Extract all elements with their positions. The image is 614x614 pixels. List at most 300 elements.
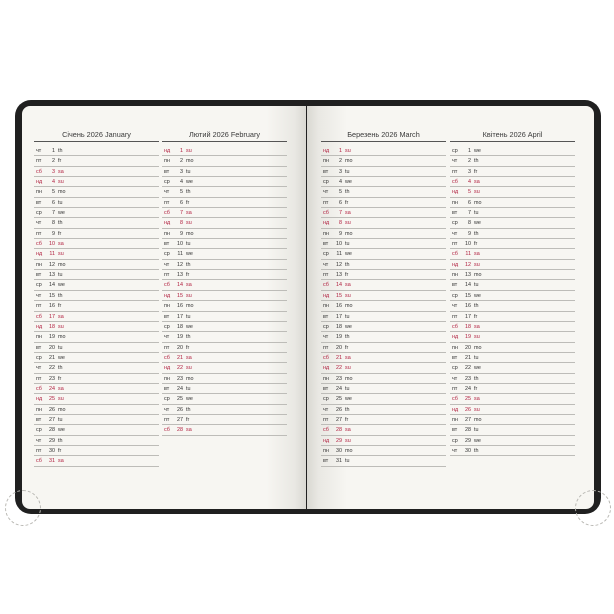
weekday-abbr-uk: ср — [36, 354, 42, 361]
day-number: 5 — [339, 189, 342, 196]
day-row — [321, 146, 446, 156]
day-row — [162, 343, 287, 353]
weekday-abbr-uk: ср — [452, 365, 458, 372]
weekday-abbr-uk: пн — [452, 344, 458, 351]
weekday-abbr-uk: чт — [323, 261, 329, 268]
weekday-abbr-en: fr — [186, 272, 190, 279]
weekday-abbr-en: tu — [186, 385, 191, 392]
weekday-abbr-en: fr — [186, 199, 190, 206]
day-number: 7 — [180, 210, 183, 217]
day-row — [34, 436, 159, 446]
day-row — [34, 146, 159, 156]
day-row — [162, 208, 287, 218]
weekday-abbr-uk: сб — [452, 251, 458, 258]
day-row — [321, 249, 446, 259]
day-number: 18 — [49, 323, 55, 330]
day-number: 10 — [336, 241, 342, 248]
day-number: 4 — [339, 179, 342, 186]
day-row — [162, 280, 287, 290]
weekday-abbr-en: su — [474, 406, 480, 413]
weekday-abbr-uk: чт — [452, 375, 458, 382]
day-row — [450, 415, 575, 425]
day-row — [162, 301, 287, 311]
day-number: 4 — [52, 179, 55, 186]
weekday-abbr-en: su — [345, 292, 351, 299]
day-list — [162, 146, 287, 436]
weekday-abbr-uk: сб — [323, 427, 329, 434]
weekday-abbr-uk: вт — [36, 272, 42, 279]
day-number: 12 — [177, 261, 183, 268]
weekday-abbr-uk: ср — [323, 323, 329, 330]
weekday-abbr-en: sa — [345, 354, 351, 361]
weekday-abbr-uk: вт — [452, 210, 458, 217]
weekday-abbr-en: sa — [474, 179, 480, 186]
day-number: 16 — [49, 303, 55, 310]
day-row — [321, 374, 446, 384]
weekday-abbr-en: mo — [345, 375, 353, 382]
day-row — [321, 343, 446, 353]
day-row — [162, 405, 287, 415]
weekday-abbr-uk: вт — [164, 313, 170, 320]
day-row — [321, 239, 446, 249]
weekday-abbr-uk: пт — [36, 375, 42, 382]
weekday-abbr-uk: пн — [164, 158, 170, 165]
day-number: 9 — [180, 230, 183, 237]
day-row — [321, 436, 446, 446]
weekday-abbr-uk: вт — [36, 416, 42, 423]
weekday-abbr-uk: вт — [323, 458, 329, 465]
weekday-abbr-uk: пн — [452, 199, 458, 206]
weekday-abbr-en: th — [474, 158, 479, 165]
day-number: 18 — [177, 323, 183, 330]
weekday-abbr-en: mo — [474, 344, 482, 351]
weekday-abbr-uk: вт — [164, 241, 170, 248]
weekday-abbr-en: sa — [186, 282, 192, 289]
weekday-abbr-en: mo — [58, 261, 66, 268]
weekday-abbr-uk: сб — [452, 396, 458, 403]
day-list — [34, 146, 159, 467]
day-number: 28 — [465, 427, 471, 434]
weekday-abbr-en: sa — [58, 313, 64, 320]
day-number: 19 — [336, 334, 342, 341]
day-number: 7 — [52, 210, 55, 217]
day-number: 19 — [465, 334, 471, 341]
day-number: 21 — [177, 354, 183, 361]
weekday-abbr-uk: нд — [323, 220, 330, 227]
weekday-abbr-uk: пн — [323, 158, 329, 165]
weekday-abbr-uk: пн — [323, 230, 329, 237]
weekday-abbr-uk: вт — [452, 354, 458, 361]
day-row — [321, 167, 446, 177]
weekday-abbr-en: tu — [186, 313, 191, 320]
weekday-abbr-uk: пн — [323, 447, 329, 454]
day-number: 9 — [468, 230, 471, 237]
weekday-abbr-uk: чт — [36, 292, 42, 299]
weekday-abbr-en: su — [186, 292, 192, 299]
day-number: 4 — [180, 179, 183, 186]
weekday-abbr-uk: пн — [323, 375, 329, 382]
weekday-abbr-en: tu — [186, 168, 191, 175]
header-rule — [450, 141, 575, 142]
weekday-abbr-uk: чт — [164, 189, 170, 196]
weekday-abbr-en: sa — [345, 282, 351, 289]
weekday-abbr-uk: чт — [36, 365, 42, 372]
day-number: 8 — [180, 220, 183, 227]
day-number: 1 — [339, 148, 342, 154]
weekday-abbr-en: su — [345, 437, 351, 444]
day-row — [162, 156, 287, 166]
day-row — [450, 229, 575, 239]
weekday-abbr-uk: нд — [452, 334, 459, 341]
day-row — [321, 229, 446, 239]
day-row — [450, 167, 575, 177]
weekday-abbr-uk: нд — [323, 148, 330, 154]
day-number: 10 — [49, 241, 55, 248]
weekday-abbr-en: sa — [345, 210, 351, 217]
weekday-abbr-uk: чт — [452, 230, 458, 237]
day-number: 8 — [339, 220, 342, 227]
weekday-abbr-uk: пт — [164, 199, 170, 206]
weekday-abbr-uk: вт — [452, 427, 458, 434]
day-number: 11 — [49, 251, 55, 258]
weekday-abbr-uk: сб — [36, 458, 42, 465]
day-number: 15 — [177, 292, 183, 299]
weekday-abbr-en: su — [58, 179, 64, 186]
weekday-abbr-uk: пн — [164, 375, 170, 382]
month-column-march — [321, 128, 446, 467]
day-number: 2 — [468, 158, 471, 165]
weekday-abbr-uk: нд — [36, 396, 43, 403]
day-number: 28 — [177, 427, 183, 434]
weekday-abbr-en: mo — [186, 158, 194, 165]
weekday-abbr-uk: ср — [323, 396, 329, 403]
day-row — [450, 156, 575, 166]
weekday-abbr-en: th — [474, 375, 479, 382]
weekday-abbr-uk: нд — [452, 261, 459, 268]
day-row — [34, 384, 159, 394]
weekday-abbr-uk: чт — [452, 303, 458, 310]
day-number: 22 — [49, 365, 55, 372]
weekday-abbr-uk: пт — [36, 158, 42, 165]
weekday-abbr-en: we — [186, 396, 193, 403]
day-number: 6 — [468, 199, 471, 206]
day-number: 5 — [52, 189, 55, 196]
day-number: 12 — [336, 261, 342, 268]
weekday-abbr-uk: ср — [452, 220, 458, 227]
day-row — [321, 156, 446, 166]
weekday-abbr-en: fr — [58, 230, 62, 237]
month-column-january — [34, 128, 159, 467]
weekday-abbr-en: su — [345, 220, 351, 227]
day-row — [450, 187, 575, 197]
day-row — [34, 343, 159, 353]
weekday-abbr-uk: чт — [36, 437, 42, 444]
weekday-abbr-en: we — [58, 210, 65, 217]
day-number: 29 — [49, 437, 55, 444]
weekday-abbr-en: th — [58, 437, 63, 444]
day-number: 15 — [49, 292, 55, 299]
day-row — [162, 374, 287, 384]
weekday-abbr-en: tu — [58, 416, 63, 423]
weekday-abbr-uk: ср — [164, 323, 170, 330]
weekday-abbr-uk: чт — [452, 158, 458, 165]
day-row — [162, 363, 287, 373]
weekday-abbr-uk: нд — [36, 179, 43, 186]
weekday-abbr-en: mo — [186, 230, 194, 237]
weekday-abbr-en: we — [474, 437, 481, 444]
weekday-abbr-uk: пн — [36, 261, 42, 268]
weekday-abbr-en: mo — [186, 375, 194, 382]
weekday-abbr-uk: пт — [452, 385, 458, 392]
weekday-abbr-en: fr — [345, 199, 349, 206]
weekday-abbr-uk: нд — [36, 323, 43, 330]
weekday-abbr-en: we — [58, 354, 65, 361]
day-row — [162, 312, 287, 322]
day-row — [162, 332, 287, 342]
weekday-abbr-uk: пт — [452, 313, 458, 320]
weekday-abbr-en: fr — [345, 416, 349, 423]
day-number: 13 — [49, 272, 55, 279]
day-number: 12 — [49, 261, 55, 268]
day-row — [321, 456, 446, 466]
weekday-abbr-en: fr — [58, 158, 62, 165]
day-row — [450, 405, 575, 415]
weekday-abbr-en: we — [58, 282, 65, 289]
day-number: 25 — [49, 396, 55, 403]
weekday-abbr-uk: пт — [36, 230, 42, 237]
month-title: Квітень 2026 April — [482, 130, 543, 139]
weekday-abbr-en: th — [345, 406, 350, 413]
day-number: 27 — [177, 416, 183, 423]
day-row — [162, 167, 287, 177]
day-number: 28 — [336, 427, 342, 434]
weekday-abbr-en: fr — [186, 344, 190, 351]
weekday-abbr-en: su — [474, 261, 480, 268]
weekday-abbr-en: we — [186, 323, 193, 330]
weekday-abbr-en: mo — [474, 199, 482, 206]
weekday-abbr-en: mo — [186, 303, 194, 310]
day-row — [450, 218, 575, 228]
day-row — [321, 446, 446, 456]
weekday-abbr-en: th — [474, 447, 479, 454]
day-number: 24 — [49, 385, 55, 392]
weekday-abbr-en: tu — [58, 199, 63, 206]
day-row — [321, 394, 446, 404]
weekday-abbr-uk: чт — [36, 220, 42, 227]
weekday-abbr-uk: ср — [164, 179, 170, 186]
weekday-abbr-uk: ср — [164, 396, 170, 403]
day-number: 9 — [339, 230, 342, 237]
day-number: 20 — [49, 344, 55, 351]
day-list — [450, 146, 575, 456]
day-number: 13 — [336, 272, 342, 279]
weekday-abbr-uk: пт — [164, 416, 170, 423]
day-row — [34, 405, 159, 415]
day-row — [321, 177, 446, 187]
weekday-abbr-uk: сб — [36, 168, 42, 175]
weekday-abbr-uk: пт — [164, 344, 170, 351]
day-number: 20 — [465, 344, 471, 351]
day-number: 23 — [465, 375, 471, 382]
day-number: 12 — [465, 261, 471, 268]
day-number: 10 — [177, 241, 183, 248]
day-number: 23 — [177, 375, 183, 382]
day-number: 29 — [465, 437, 471, 444]
day-row — [321, 332, 446, 342]
weekday-abbr-en: tu — [474, 282, 479, 289]
day-number: 21 — [336, 354, 342, 361]
weekday-abbr-uk: пн — [36, 406, 42, 413]
day-row — [321, 301, 446, 311]
day-number: 19 — [49, 334, 55, 341]
weekday-abbr-en: fr — [345, 344, 349, 351]
day-number: 30 — [336, 447, 342, 454]
day-row — [162, 249, 287, 259]
weekday-abbr-en: th — [58, 220, 63, 227]
day-row — [34, 363, 159, 373]
weekday-abbr-en: sa — [186, 210, 192, 217]
weekday-abbr-uk: чт — [36, 148, 42, 154]
day-number: 22 — [177, 365, 183, 372]
day-row — [321, 353, 446, 363]
weekday-abbr-en: th — [58, 365, 63, 372]
weekday-abbr-uk: чт — [323, 334, 329, 341]
weekday-abbr-uk: чт — [164, 406, 170, 413]
weekday-abbr-en: we — [345, 251, 352, 258]
weekday-abbr-uk: сб — [164, 282, 170, 289]
day-row — [321, 218, 446, 228]
month-title: Січень 2026 January — [62, 130, 131, 139]
day-number: 7 — [468, 210, 471, 217]
day-row — [450, 322, 575, 332]
day-number: 19 — [177, 334, 183, 341]
day-number: 27 — [465, 416, 471, 423]
weekday-abbr-uk: нд — [164, 220, 171, 227]
weekday-abbr-en: th — [186, 406, 191, 413]
day-row — [321, 260, 446, 270]
weekday-abbr-en: su — [186, 148, 192, 154]
weekday-abbr-en: tu — [58, 344, 63, 351]
weekday-abbr-uk: сб — [36, 313, 42, 320]
day-row — [321, 384, 446, 394]
day-number: 21 — [465, 354, 471, 361]
day-number: 28 — [49, 427, 55, 434]
month-column-february — [162, 128, 287, 436]
day-row — [450, 343, 575, 353]
day-number: 6 — [52, 199, 55, 206]
weekday-abbr-uk: нд — [452, 406, 459, 413]
weekday-abbr-en: th — [186, 189, 191, 196]
day-row — [450, 177, 575, 187]
day-row — [450, 301, 575, 311]
corner-decoration — [5, 490, 41, 526]
day-number: 24 — [177, 385, 183, 392]
weekday-abbr-uk: ср — [36, 210, 42, 217]
weekday-abbr-uk: ср — [452, 148, 458, 154]
day-row — [34, 332, 159, 342]
day-row — [450, 332, 575, 342]
day-row — [162, 218, 287, 228]
day-number: 8 — [52, 220, 55, 227]
weekday-abbr-en: we — [345, 323, 352, 330]
day-number: 5 — [180, 189, 183, 196]
weekday-abbr-en: we — [474, 292, 481, 299]
weekday-abbr-en: mo — [345, 303, 353, 310]
weekday-abbr-uk: вт — [323, 313, 329, 320]
day-number: 14 — [177, 282, 183, 289]
day-row — [162, 239, 287, 249]
weekday-abbr-en: sa — [58, 385, 64, 392]
day-row — [34, 187, 159, 197]
weekday-abbr-en: su — [186, 365, 192, 372]
day-row — [34, 280, 159, 290]
day-row — [162, 425, 287, 435]
weekday-abbr-uk: пт — [452, 241, 458, 248]
weekday-abbr-uk: вт — [164, 385, 170, 392]
day-row — [34, 353, 159, 363]
day-number: 24 — [336, 385, 342, 392]
weekday-abbr-en: tu — [186, 241, 191, 248]
weekday-abbr-uk: пн — [164, 230, 170, 237]
weekday-abbr-uk: сб — [36, 241, 42, 248]
weekday-abbr-uk: нд — [323, 365, 330, 372]
weekday-abbr-en: we — [474, 365, 481, 372]
day-number: 17 — [177, 313, 183, 320]
weekday-abbr-en: fr — [186, 416, 190, 423]
weekday-abbr-en: th — [345, 334, 350, 341]
day-number: 17 — [49, 313, 55, 320]
day-number: 15 — [336, 292, 342, 299]
day-row — [34, 301, 159, 311]
weekday-abbr-en: fr — [474, 168, 478, 175]
weekday-abbr-en: mo — [345, 158, 353, 165]
day-number: 31 — [49, 458, 55, 465]
day-row — [162, 394, 287, 404]
day-row — [321, 208, 446, 218]
weekday-abbr-uk: сб — [323, 354, 329, 361]
day-row — [162, 260, 287, 270]
weekday-abbr-uk: пн — [323, 303, 329, 310]
day-row — [34, 415, 159, 425]
day-row — [34, 156, 159, 166]
weekday-abbr-uk: чт — [164, 261, 170, 268]
day-number: 1 — [468, 148, 471, 154]
weekday-abbr-uk: ср — [164, 251, 170, 258]
weekday-abbr-uk: сб — [323, 210, 329, 217]
day-row — [34, 198, 159, 208]
weekday-abbr-uk: пн — [36, 189, 42, 196]
day-number: 26 — [465, 406, 471, 413]
weekday-abbr-uk: ср — [452, 437, 458, 444]
day-row — [450, 446, 575, 456]
day-row — [34, 456, 159, 466]
day-number: 15 — [465, 292, 471, 299]
weekday-abbr-en: sa — [345, 427, 351, 434]
day-number: 26 — [336, 406, 342, 413]
weekday-abbr-en: sa — [186, 354, 192, 361]
day-number: 11 — [336, 251, 342, 258]
weekday-abbr-en: tu — [474, 427, 479, 434]
weekday-abbr-en: we — [186, 251, 193, 258]
weekday-abbr-en: sa — [474, 251, 480, 258]
day-number: 30 — [465, 447, 471, 454]
weekday-abbr-en: th — [345, 261, 350, 268]
header-rule — [34, 141, 159, 142]
weekday-abbr-uk: чт — [452, 447, 458, 454]
day-number: 26 — [177, 406, 183, 413]
day-number: 22 — [465, 365, 471, 372]
weekday-abbr-en: tu — [345, 313, 350, 320]
